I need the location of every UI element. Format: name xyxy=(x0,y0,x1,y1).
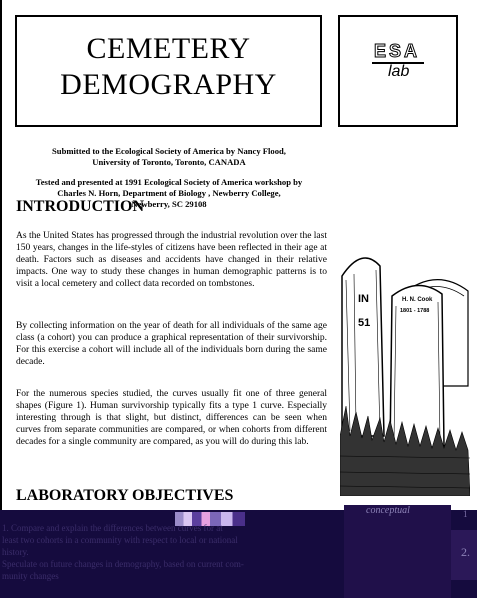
objective-line-4: Speculate on future changes in demography, based on current com- xyxy=(2,559,244,569)
sidebar-panel xyxy=(344,505,451,598)
objectives-heading: LABORATORY OBJECTIVES xyxy=(16,487,234,504)
tested-line-1: Tested and presented at 1991 Ecological Society of America workshop by xyxy=(35,177,303,187)
objective-line-5: munity changes xyxy=(2,571,59,581)
intro-paragraph-3: For the numerous species studied, the curves usually fit one of three general shapes (Figure 1). Human survivorship typically fits a type 1 curve. Especially interesting through is that slight, but distinct, differences can be seen when curves from separate communities are compared, or when cohorts from different decades for a single community are compared, as you will do during this lab. xyxy=(16,389,327,447)
objective-line-1: 1. Compare and explain the differences between curves for at xyxy=(2,523,223,533)
submitted-line-1: Submitted to the Ecological Society of America by Nancy Flood, xyxy=(52,146,286,156)
tested-line-2: Charles N. Horn, Department of Biology , Newberry College, xyxy=(57,188,281,198)
title-line-2: DEMOGRAPHY xyxy=(60,68,277,101)
intro-paragraph-1: As the United States has progressed through the industrial revolution over the last 150 years, changes in the life-styles of citizens have been reflected in their age at death. Factors such as diseases and accidents have changed in their relative impacts. One way to study these changes in human demographic patterns is to visit a local cemetery and collect data recorded on tombstones. xyxy=(16,231,327,289)
submitted-line-2: University of Toronto, Toronto, CANADA xyxy=(92,157,246,167)
title-box xyxy=(15,15,322,127)
stone-1-text-1: IN xyxy=(358,293,369,305)
introduction-heading: INTRODUCTION xyxy=(16,198,145,215)
tombstones-illustration xyxy=(340,236,470,496)
stone-2-dates: 1801 - 1788 xyxy=(400,308,430,314)
objective-line-2: least two cohorts in a community with respect to local or national xyxy=(2,535,238,545)
logo-lab-text: lab xyxy=(388,63,410,80)
sidebar-mark: 1 xyxy=(463,509,468,519)
stone-2-name: H. N. Cook xyxy=(402,297,433,303)
stone-1-text-2: 51 xyxy=(358,317,371,329)
sidebar-label: conceptual xyxy=(366,505,410,516)
objective-line-3: history. xyxy=(2,547,29,557)
tested-line-3: Newberry, SC 29108 xyxy=(131,199,207,209)
page-left-border xyxy=(0,0,2,598)
objectives-list xyxy=(2,522,302,582)
sidebar-number: 2. xyxy=(461,545,470,559)
logo-esa-text: ESA xyxy=(373,41,420,61)
title-line-1: CEMETERY xyxy=(86,32,251,65)
esa-lab-logo xyxy=(338,15,458,127)
intro-paragraph-2: By collecting information on the year of death for all individuals of the same age class (a cohort) you can produce a graphical representation of their survivorship. For this exercise a cohort will include all of the individuals born during the same decade. xyxy=(16,321,327,367)
